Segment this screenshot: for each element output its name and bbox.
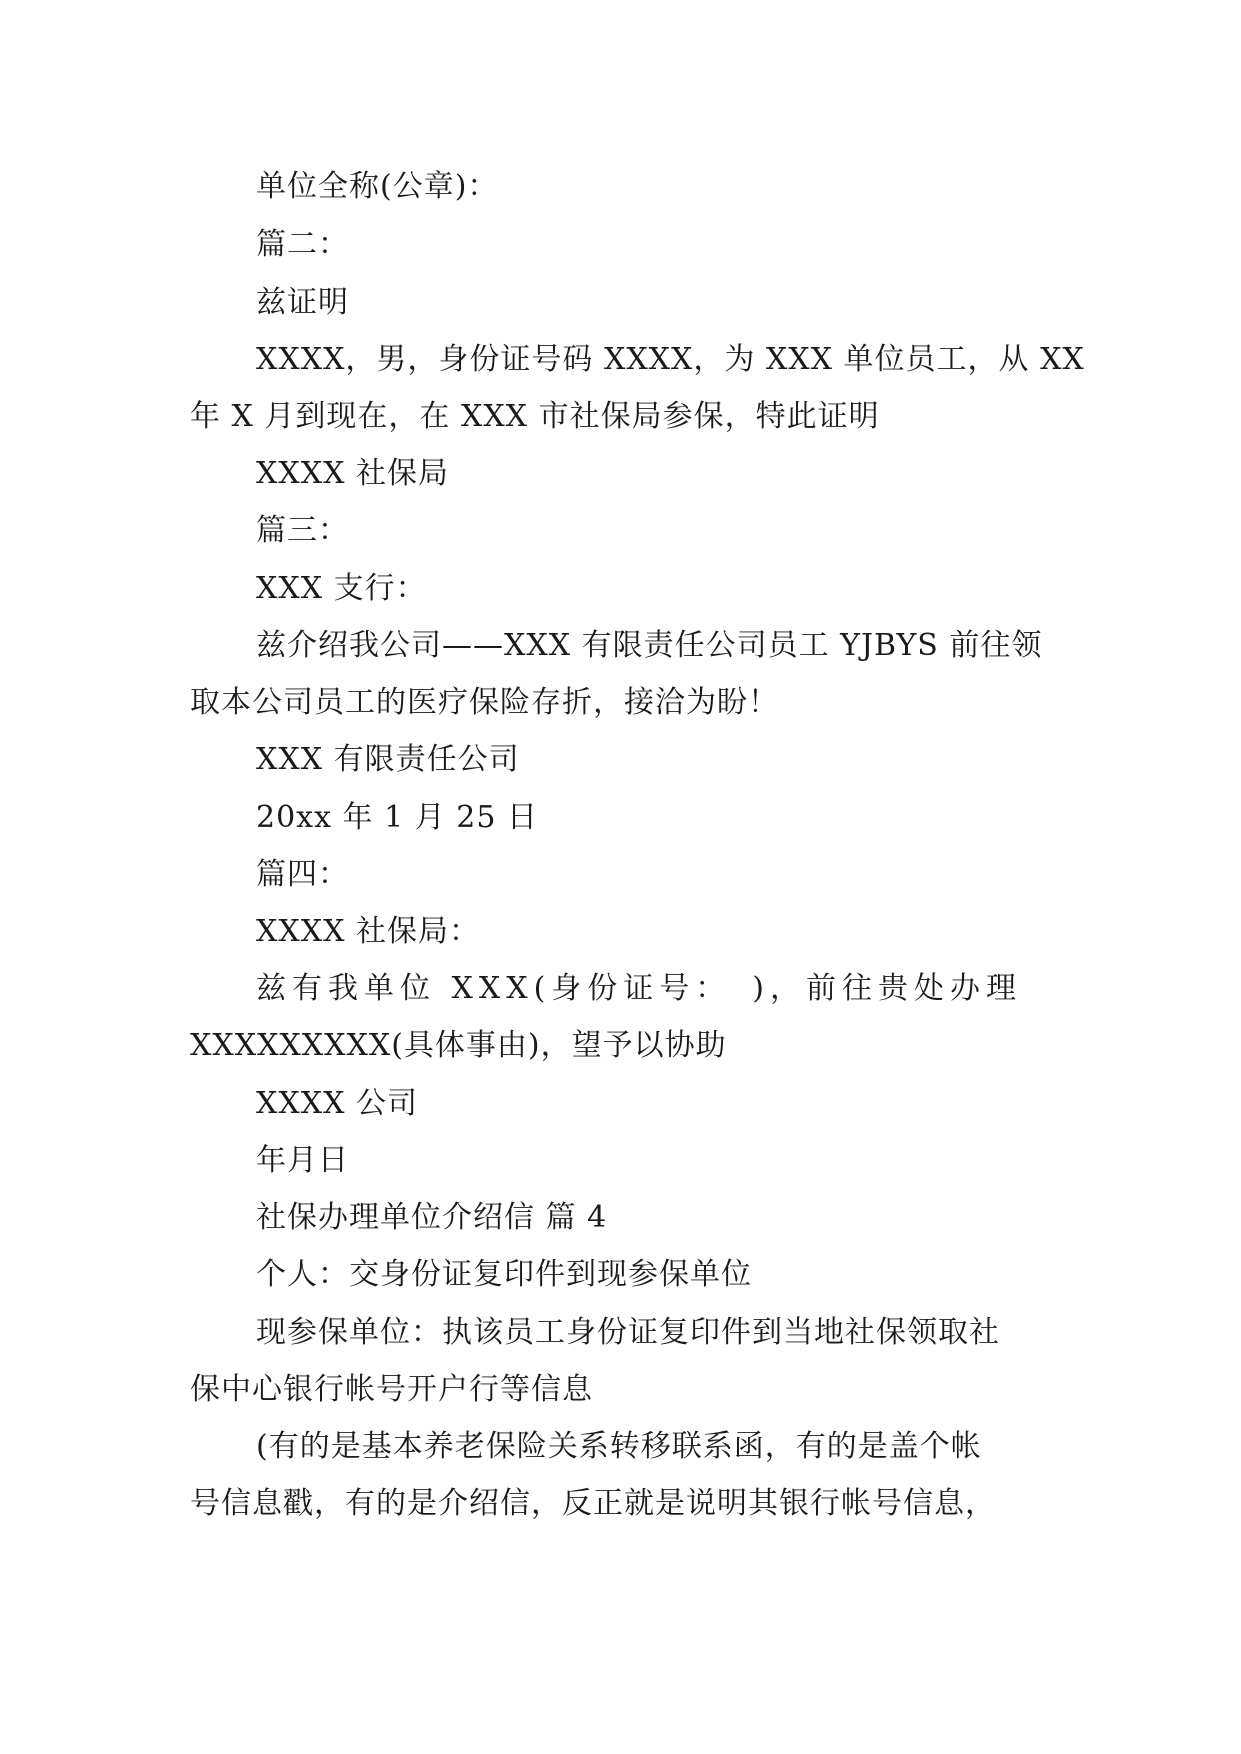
heading-part-four: 篇四： xyxy=(256,857,349,892)
signature-line: XXXX 社保局 xyxy=(256,456,449,491)
line-unit-name: 单位全称(公章)： xyxy=(256,169,499,204)
heading-part-three: 篇三： xyxy=(256,513,349,548)
date-line: 年月日 xyxy=(256,1143,349,1178)
paragraph-text: 保中心银行帐号开户行等信息 xyxy=(190,1372,593,1407)
line-certify: 兹证明 xyxy=(256,285,349,320)
paragraph-text: (有的是基本养老保险关系转移联系函，有的是盖个帐 xyxy=(256,1429,982,1464)
paragraph-text: 取本公司员工的医疗保险存折，接洽为盼！ xyxy=(190,685,779,720)
paragraph-text: 现参保单位：执该员工身份证复印件到当地社保领取社 xyxy=(256,1315,1000,1350)
paragraph-text: XXXXXXXXX(具体事由)，望予以协助 xyxy=(190,1028,727,1063)
salutation-line: XXXX 社保局： xyxy=(256,914,480,949)
date-line: 20xx 年 1 月 25 日 xyxy=(256,800,538,835)
paragraph-text: 兹有我单位 XXX(身份证号： )，前往贵处办理 xyxy=(256,971,1023,1006)
signature-line: XXXX 公司 xyxy=(256,1086,418,1121)
paragraph-text: 号信息戳，有的是介绍信，反正就是说明其银行帐号信息， xyxy=(190,1486,996,1521)
signature-line: XXX 有限责任公司 xyxy=(256,742,520,777)
paragraph-text: 兹介绍我公司——XXX 有限责任公司员工 YJBYS 前往领 xyxy=(256,628,1043,663)
salutation-line: XXX 支行： xyxy=(256,571,427,606)
paragraph-text: 个人：交身份证复印件到现参保单位 xyxy=(256,1257,752,1292)
paragraph-text: 年 X 月到现在，在 XXX 市社保局参保，特此证明 xyxy=(190,399,880,434)
heading-part-two: 篇二： xyxy=(256,227,349,262)
section-title: 社保办理单位介绍信 篇 4 xyxy=(256,1200,608,1235)
paragraph-text: XXXX，男，身份证号码 XXXX，为 XXX 单位员工，从 XX xyxy=(256,342,1085,377)
